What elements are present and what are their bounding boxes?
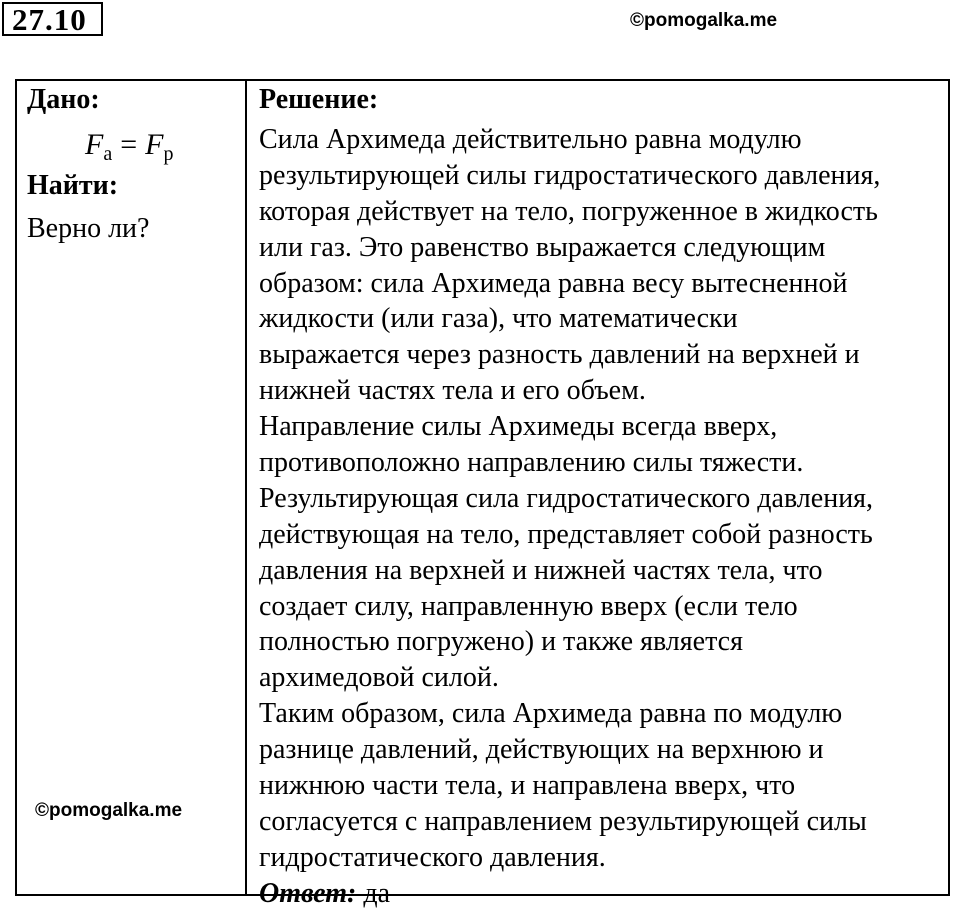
answer-value: да <box>363 877 391 909</box>
formula-right-symbol: F <box>145 128 164 161</box>
watermark-bottom: ©pomogalka.me <box>35 800 183 821</box>
watermark-top: ©pomogalka.me <box>630 10 778 31</box>
answer-label: Ответ: <box>259 877 357 909</box>
solution-line: противоположно направлению силы тяжести. <box>259 447 804 479</box>
solution-line: создает силу, направленную вверх (если тело <box>259 590 798 622</box>
solution-line: давления на верхней и нижней частях тела, что <box>259 554 823 586</box>
formula-left-subscript: а <box>103 143 113 165</box>
solution-line: или газ. Это равенство выражается следующим <box>259 231 826 263</box>
column-divider <box>245 81 247 894</box>
given-heading: Дано: <box>27 84 100 115</box>
formula-right-subscript: р <box>163 143 174 165</box>
answer-row <box>259 876 880 912</box>
find-text: Верно ли? <box>27 213 150 244</box>
solution-line: Сила Архимеда действительно равна модулю <box>259 124 802 155</box>
task-table <box>15 79 950 909</box>
solution-line: выражается через разность давлений на верхней и <box>259 339 860 371</box>
given-formula <box>85 127 173 172</box>
formula-left-symbol: F <box>85 128 104 161</box>
solution-line: жидкости (или газа), что математически <box>259 303 738 335</box>
solution-line: согласуется с направлением результирующей силы <box>259 805 867 837</box>
solution-line: Таким образом, сила Архимеда равна по модулю <box>259 698 843 730</box>
solution-line: нижнюю части тела, и направлена вверх, что <box>259 770 796 802</box>
solution-heading: Решение: <box>259 84 379 115</box>
solution-line: Направление силы Архимеды всегда вверх, <box>259 411 778 443</box>
solution-line: разнице давлений, действующих на верхнюю и <box>259 734 824 766</box>
find-heading: Найти: <box>27 170 119 201</box>
solution-line: образом: сила Архимеда равна весу вытесненной <box>259 267 848 299</box>
solution-line: Результирующая сила гидростатического давления, <box>259 482 874 514</box>
solution-line: результирующей силы гидростатического давления, <box>259 159 881 191</box>
solution-line: действующая на тело, представляет собой разность <box>259 518 873 550</box>
solution-line: гидростатического давления. <box>259 841 606 873</box>
solution-line: архимедовой силой. <box>259 662 499 694</box>
solution-line: полностью погружено) и также является <box>259 626 743 658</box>
solution-line: нижней частях тела и его объем. <box>259 375 646 407</box>
solution-line: которая действует на тело, погруженное в жидкость <box>259 195 878 227</box>
formula-operator: = <box>120 128 138 161</box>
solution-text <box>259 122 880 912</box>
problem-number: 27.10 <box>2 2 103 36</box>
